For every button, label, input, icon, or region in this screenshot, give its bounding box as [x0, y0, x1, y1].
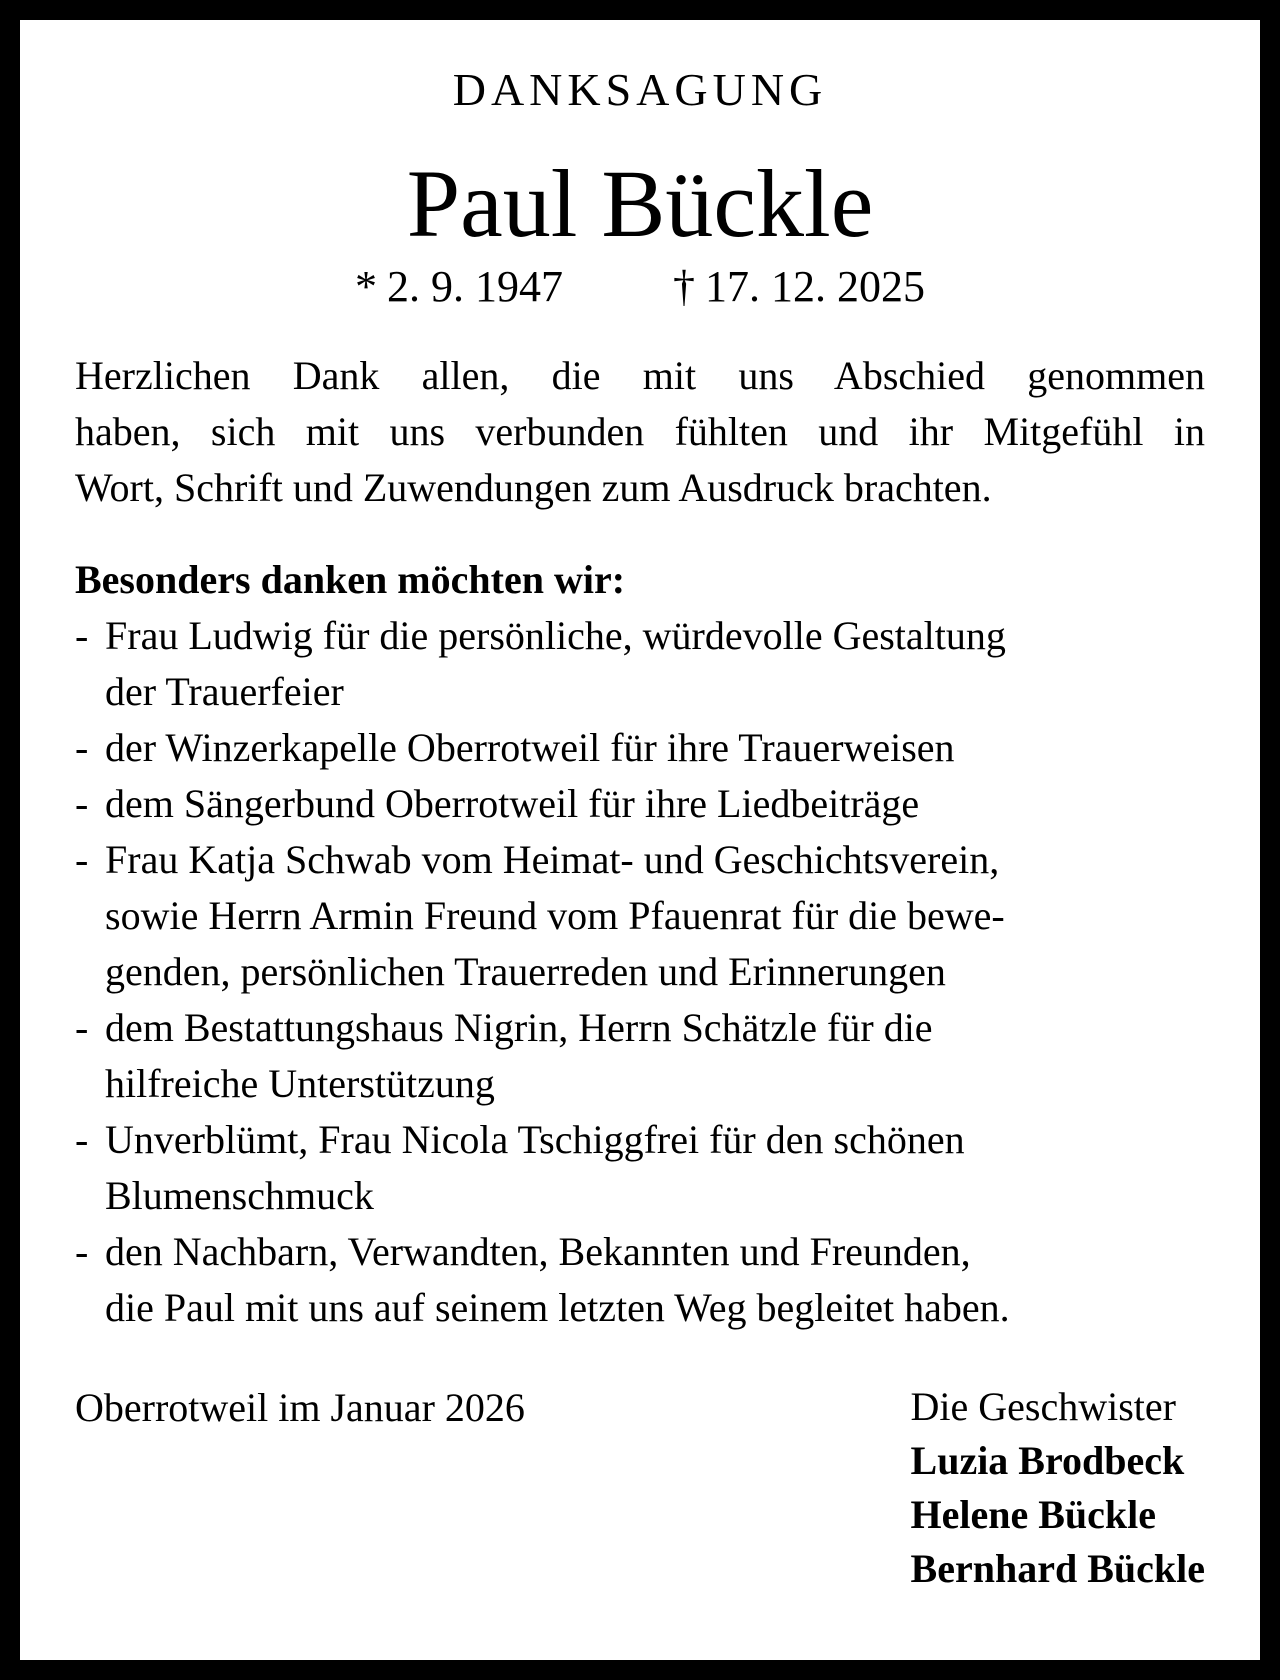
thanks-item-text: der Winzerkapelle Oberrotweil für ihre Trauerweisen [105, 724, 955, 770]
notice-footer [75, 1380, 1205, 1596]
obituary-notice [20, 20, 1260, 1660]
thanks-item-text: den Nachbarn, Verwandten, Bekannten und Freunden, [105, 1228, 971, 1274]
thanks-item-line [75, 888, 1205, 944]
bullet-dash: - [75, 1116, 89, 1162]
signature-block [911, 1380, 1205, 1596]
thanks-item-text: Unverblümt, Frau Nicola Tschiggfrei für den schönen [105, 1116, 965, 1162]
signature-name: Luzia Brodbeck [910, 1437, 1185, 1483]
bullet-dash: - [75, 780, 89, 826]
signature-name: Bernhard Bückle [910, 1545, 1205, 1591]
thanks-item-text: Frau Ludwig für die persönliche, würdevolle Gestaltung [105, 612, 1006, 658]
birth-star-symbol: * [355, 261, 377, 311]
death-cross-symbol: † [673, 261, 695, 311]
thanks-item-line [75, 944, 1205, 1000]
intro-line: Herzlichen Dank allen, die mit uns Abschied genommen [75, 352, 1205, 398]
thanks-item [75, 608, 1205, 720]
birth-date-text: 2. 9. 1947 [387, 261, 563, 311]
thanks-item [75, 1000, 1205, 1112]
thanks-heading: Besonders danken möchten wir: [75, 556, 626, 602]
thanks-item-text: genden, persönlichen Trauerreden und Erinnerungen [105, 948, 946, 994]
intro-line: haben, sich mit uns verbunden fühlten und ihr Mitgefühl in [75, 408, 1205, 454]
thanks-item-text: hilfreiche Unterstützung [105, 1060, 495, 1106]
thanks-list [75, 608, 1205, 1336]
thanks-item-line [75, 1168, 1205, 1224]
bullet-dash: - [75, 836, 89, 882]
death-date-group [673, 261, 925, 314]
thanks-item-line [75, 664, 1205, 720]
thanks-item [75, 776, 1205, 832]
thanks-item [75, 1112, 1205, 1224]
thanks-item-line [75, 776, 1205, 832]
thanks-item-line [75, 1224, 1205, 1280]
thanks-item-line [75, 608, 1205, 664]
thanks-item-line [75, 1112, 1205, 1168]
thanks-item-text: sowie Herrn Armin Freund vom Pfauenrat für die bewe- [105, 892, 1005, 938]
notice-type-heading: DANKSAGUNG [452, 64, 828, 115]
intro-line: Wort, Schrift und Zuwendungen zum Ausdruck brachten. [75, 464, 992, 510]
bullet-dash: - [75, 724, 89, 770]
deceased-name: Paul Bückle [406, 150, 874, 258]
thanks-item [75, 720, 1205, 776]
birth-date-group [355, 261, 563, 314]
intro-paragraph [75, 348, 1205, 516]
death-date-text: 17. 12. 2025 [705, 261, 925, 311]
signature-intro: Die Geschwister [910, 1383, 1176, 1429]
thanks-item-line [75, 1000, 1205, 1056]
thanks-item-line [75, 1056, 1205, 1112]
thanks-item [75, 1224, 1205, 1336]
thanks-item-line [75, 1280, 1205, 1336]
thanks-item-text: Frau Katja Schwab vom Heimat- und Geschichtsverein, [105, 836, 1000, 882]
thanks-item-text: die Paul mit uns auf seinem letzten Weg begleitet haben. [105, 1284, 1010, 1330]
place-date-line: Oberrotweil im Januar 2026 [75, 1384, 525, 1430]
thanks-item-line [75, 720, 1205, 776]
life-dates-row [75, 261, 1205, 314]
thanks-item-text: der Trauerfeier [105, 668, 344, 714]
thanks-item-text: dem Bestattungshaus Nigrin, Herrn Schätzle für die [105, 1004, 933, 1050]
bullet-dash: - [75, 1228, 89, 1274]
thanks-item-text: Blumenschmuck [105, 1172, 374, 1218]
thanks-item [75, 832, 1205, 1000]
bullet-dash: - [75, 1004, 89, 1050]
bullet-dash: - [75, 612, 89, 658]
thanks-item-line [75, 832, 1205, 888]
signature-name: Helene Bückle [910, 1491, 1157, 1537]
thanks-item-text: dem Sängerbund Oberrotweil für ihre Liedbeiträge [105, 780, 920, 826]
